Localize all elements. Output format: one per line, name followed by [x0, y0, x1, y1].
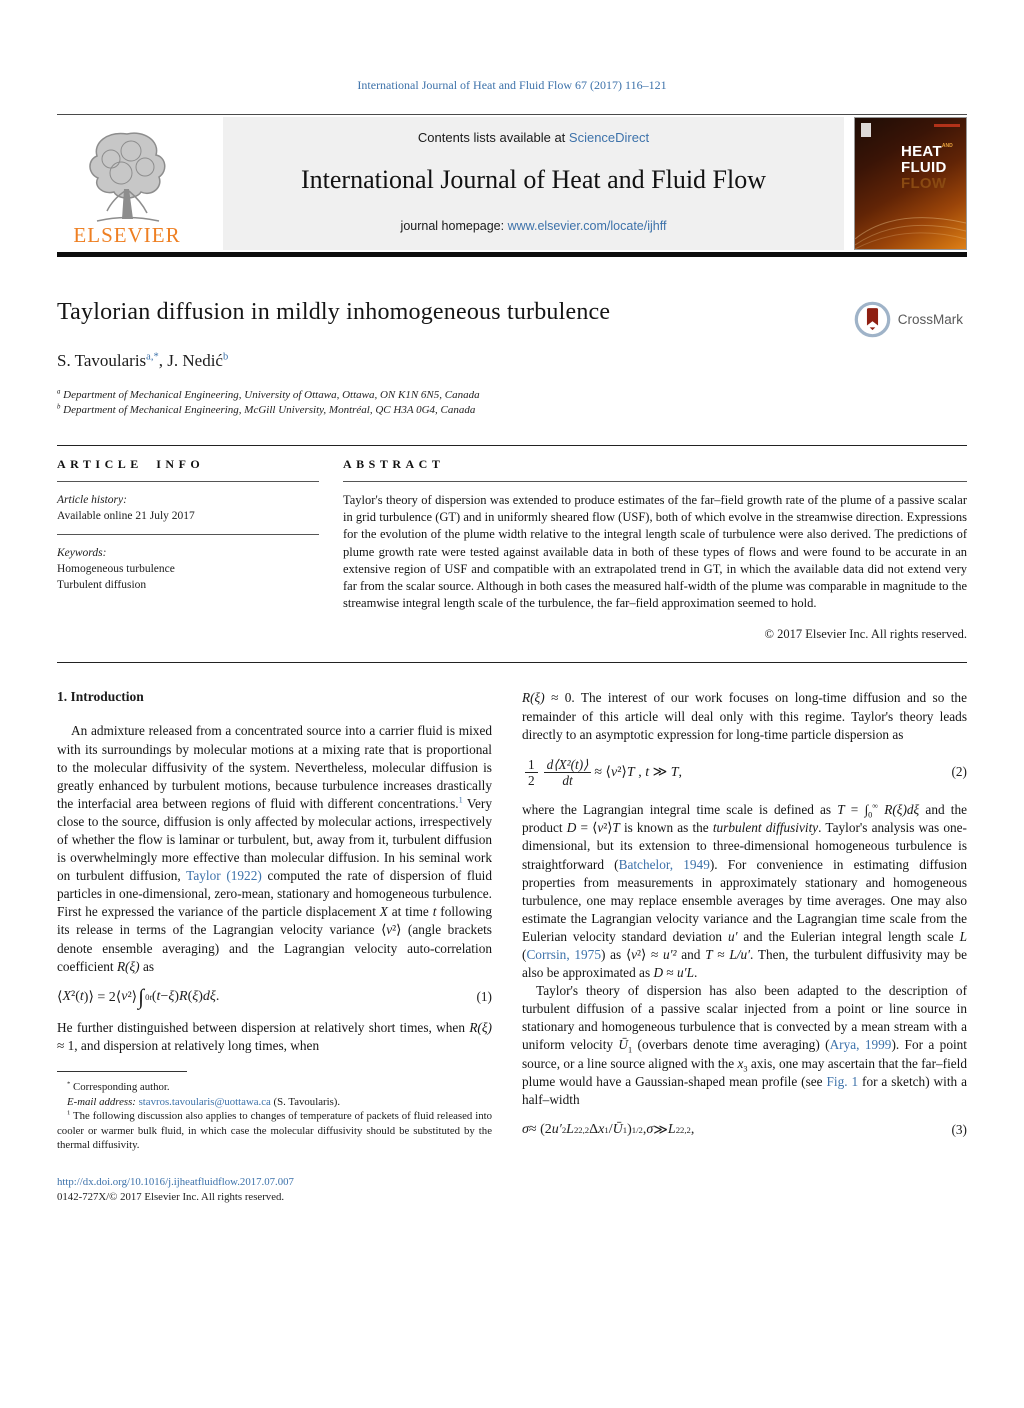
text-segment: ,: [642, 1122, 647, 1138]
doi-block: [57, 1175, 492, 1205]
crossmark-icon: [854, 301, 891, 338]
text-segment: where the Lagrangian integral time scale is defined as: [522, 802, 838, 818]
equation-2-body: [522, 757, 682, 789]
text-segment: v: [597, 820, 604, 836]
text-segment: 3: [743, 1064, 748, 1074]
equation-3-number: (3): [951, 1122, 967, 1138]
text-segment: ≈ (2: [528, 1122, 552, 1138]
elsevier-logo: [57, 117, 197, 250]
equation-1-number: (1): [476, 989, 492, 1005]
text-segment: Department of Mechanical Engineering, University of Ottawa, Ottawa, ON K1N 6N5, Canada: [60, 389, 480, 401]
text-segment: u′: [727, 928, 738, 944]
text-segment: (: [522, 947, 527, 963]
running-head: International Journal of Heat and Fluid Flow 67 (2017) 116–121: [357, 78, 667, 92]
text-segment: ): [174, 989, 180, 1005]
text-segment: Δ: [589, 1122, 599, 1138]
cover-line-and: AND: [941, 143, 953, 149]
cover-line-flow: FLOW: [901, 174, 947, 192]
journal-title: International Journal of Heat and Fluid Flow: [300, 165, 767, 194]
header-black-bar: [57, 252, 967, 257]
text-segment: , J. Nedić: [158, 351, 223, 370]
abstract-heading: ABSTRACT: [343, 457, 967, 482]
info-divider: [57, 534, 319, 535]
top-rule: [57, 114, 967, 115]
footnote-corresponding-author: [57, 1080, 492, 1095]
text-segment: ≫: [653, 1122, 668, 1138]
journal-header-band: [57, 117, 967, 250]
elsevier-wordmark: ELSEVIER: [73, 223, 181, 247]
text-segment: ): [627, 1122, 632, 1138]
affiliation-b: [57, 403, 967, 418]
footnote-divider: [57, 1071, 187, 1072]
text-segment: ). For a point source, or a line source aligned with the: [522, 1037, 968, 1071]
contents-line: [223, 130, 844, 145]
text-segment: ²⟩: [617, 764, 627, 780]
text-segment: T: [837, 802, 845, 818]
text-segment: ≈ 1, and dispersion at relatively long times, when: [57, 1037, 320, 1053]
text-segment: Ū: [612, 1122, 623, 1138]
text-segment: An admixture released from a concentrated source into a carrier fluid is mixed with its surroundings by molecular motions at a mixing rate that is proportional to the molecular diffusivity of the system. Nevertheless, molecular diffusion is greatly enhanced by turbulent motions, because turbulence increases drastically the interfacial area between regions of fluid with different concentrations.: [57, 723, 492, 811]
text-segment: is known as the: [619, 820, 713, 836]
cover-mini-redbar: [934, 124, 960, 127]
text-segment: E-mail address:: [67, 1095, 136, 1108]
keywords-label: Keywords:: [57, 547, 107, 559]
text-segment: (: [151, 989, 157, 1005]
fraction-one-half: [525, 757, 538, 789]
text-segment: ≈: [712, 947, 730, 963]
text-segment: and: [676, 947, 706, 963]
text-segment: b: [57, 403, 61, 411]
text-link[interactable]: b: [222, 351, 229, 363]
equation-3: [522, 1122, 967, 1139]
keyword-item: Turbulent diffusion: [57, 579, 147, 591]
fraction-derivative: [544, 757, 592, 789]
text-segment: T: [670, 764, 679, 780]
text-segment: . Then, the turbulent diffusivity may be also be approximated as: [522, 947, 967, 981]
text-segment: X: [62, 989, 72, 1005]
text-segment: 1: [628, 1046, 633, 1056]
fraction-numerator: 1: [525, 757, 538, 773]
fraction-numerator: d⟨X²(t)⟩: [544, 757, 592, 773]
fraction-denominator: dt: [562, 772, 573, 788]
crossmark-badge[interactable]: [854, 301, 963, 338]
paragraph: [522, 801, 967, 982]
paragraph: [522, 982, 967, 1109]
footnote-1: [57, 1109, 492, 1153]
equation-2-number: (2): [951, 764, 967, 780]
text-segment: ). For convenience in estimating diffusion properties from measurements in approximately stationary and homogeneous turbulence, one may replace ensemble averages by time averages. One may also estimate the Lagrangian velocity variance and the Lagrangian time scale from the Eulerian velocity standard deviation: [522, 856, 967, 944]
text-segment: Ū: [618, 1037, 629, 1053]
article-info-heading: ARTICLE INFO: [57, 457, 319, 482]
text-segment: L/u′: [729, 947, 751, 963]
text-segment: ): [198, 989, 203, 1005]
text-segment: ξ: [168, 989, 175, 1005]
keyword-item: Homogeneous turbulence: [57, 563, 175, 575]
homepage-link[interactable]: www.elsevier.com/locate/ijhff: [507, 219, 667, 233]
text-segment: t: [645, 764, 650, 780]
text-segment: v: [611, 764, 618, 780]
text-segment: x: [598, 1122, 605, 1138]
text-segment: X: [379, 904, 388, 920]
text-segment: Taylor's theory of dispersion has also been adapted to the description of turbulent diffusion of a passive scalar injected from a point or line source in stationary and homogeneous turbulence that is convected by a mean stream with a uniform velocity: [522, 983, 967, 1053]
text-segment: R(ξ): [116, 958, 140, 974]
text-segment: ξ: [192, 989, 199, 1005]
body-left-column: [57, 689, 492, 1204]
text-segment: The following discussion also applies to changes of temperature of packets of fluid released into cooler or warmer bulk fluid, in which case the molecular diffusivity should be substituted by the thermal diffusivity.: [57, 1110, 492, 1152]
article-history-value: Available online 21 July 2017: [57, 510, 195, 522]
text-segment: turbulent diffusivity: [712, 820, 819, 836]
text-link[interactable]: Arya, 1999: [829, 1037, 892, 1053]
text-segment: a: [57, 388, 61, 396]
text-segment: u′²: [662, 947, 677, 963]
article-info-abstract-block: [57, 445, 967, 663]
text-segment: as: [139, 958, 155, 974]
text-link[interactable]: Taylor (1922): [186, 868, 262, 884]
text-segment: v: [386, 922, 393, 938]
text-segment: Very close to the source, diffusion is only affected by molecular actions, irrespectively of whether the flow is laminar or turbulent, but, away from it, turbulent diffusion is overwhelmingly more effective than molecular diffusion. In his seminal work on turbulent diffusion,: [57, 795, 492, 884]
equation-2: [522, 757, 967, 789]
text-segment: R(ξ): [522, 690, 545, 706]
issn-copyright-line: 0142-727X/© 2017 Elsevier Inc. All rights reserved.: [57, 1190, 285, 1203]
text-segment: ²⟩: [603, 820, 613, 836]
text-segment: S. Tavoularis: [57, 351, 147, 370]
text-segment: and the product: [522, 802, 968, 836]
text-segment: T: [626, 764, 635, 780]
sciencedirect-link[interactable]: ScienceDirect: [568, 130, 650, 145]
affiliations: [57, 388, 967, 418]
paragraph: [57, 722, 492, 975]
text-segment: (overbars denote time averaging) (: [632, 1037, 830, 1053]
text-segment: ≫: [649, 764, 671, 780]
text-segment: v: [631, 947, 638, 963]
text-link[interactable]: a,*: [146, 351, 159, 363]
crossmark-label: CrossMark: [897, 312, 963, 327]
paragraph: [57, 1019, 492, 1055]
equation-1: [57, 985, 492, 1010]
text-segment: T: [705, 947, 713, 963]
text-segment: ) as ⟨: [600, 947, 632, 963]
elsevier-tree-icon: [83, 129, 171, 227]
article-info-column: [57, 457, 319, 642]
homepage-prefix: journal homepage:: [400, 219, 508, 233]
text-segment: L: [667, 1122, 676, 1138]
equation-2-rest: [594, 764, 682, 781]
text-segment: L: [959, 928, 967, 944]
text-segment: ²⟩ (angle brackets denote ensemble averaging) and the Lagrangian velocity auto-correlation coefficient: [57, 922, 492, 974]
text-segment: and the Eulerian integral length scale: [737, 928, 960, 944]
doi-link[interactable]: http://dx.doi.org/10.1016/j.ijheatfluidflow.2017.07.007: [57, 1175, 294, 1188]
text-segment: t: [156, 989, 161, 1005]
text-segment: He further distinguished between dispersion at relatively short times, when: [57, 1019, 470, 1035]
homepage-line: [223, 219, 844, 233]
text-segment: . Taylor's analysis was one-dimensional, but its extension to three-dimensional homogeneous turbulence is straightforward (: [522, 820, 967, 872]
text-link[interactable]: Batchelor, 1949: [618, 856, 710, 872]
text-segment: R: [179, 989, 188, 1005]
text-segment: dξ: [202, 989, 216, 1005]
text-segment: σ: [646, 1122, 654, 1138]
text-segment: ,: [634, 764, 646, 780]
text-segment: 0: [868, 810, 873, 820]
text-segment: −: [160, 989, 169, 1005]
author-line: [57, 351, 967, 371]
text-segment: at time: [387, 904, 433, 920]
text-segment: v: [121, 989, 128, 1005]
text-segment: (S. Tavoularis).: [270, 1095, 341, 1108]
text-segment: axis, one may ascertain that the far–field plume would have a Gaussian-shaped mean profile (see: [522, 1055, 968, 1089]
text-segment: .: [215, 989, 220, 1005]
text-segment: /: [608, 1122, 613, 1138]
equation-1-body: ⟨ X ²( t )⟩ = 2⟨ v ²⟩ ∫ 0 t ( t − ξ ) R ( ξ ) dξ .: [57, 985, 220, 1010]
abstract-copyright: © 2017 Elsevier Inc. All rights reserved.: [764, 627, 967, 642]
text-segment: R(ξ): [469, 1019, 492, 1035]
text-segment: ,: [678, 764, 683, 780]
text-segment: *: [67, 1080, 71, 1088]
paragraph: [522, 689, 967, 743]
text-segment: = ∫: [844, 802, 869, 818]
text-link[interactable]: Corrsin, 1975: [526, 947, 601, 963]
cover-line-heat: HEAT: [901, 143, 942, 160]
abstract-text: Taylor's theory of dispersion was extended to produce estimates of the far–field growth rate of the plume of a passive scalar in grid turbulence (GT) and in uniformly sheared flow (USF), both of which evolve in the streamwise direction. Expressions for the evolution of the plume width relative to the integral length scale of turbulence were also derived. The predictions of plume growth rate were tested against available data in both of these types of flows and were found to be accurate in an extensive region of USF and compatible with an extrapolated trend in GT, in which the available data did not extend very far from the scalar source. Although in both cases the measured half-width of the plume was comparable in magnitude to the streamwise integral length scale of the turbulence, the far–field approximation seemed to hold.: [343, 493, 967, 611]
text-segment: (: [187, 989, 193, 1005]
text-segment: ⟨: [57, 989, 63, 1005]
contents-prefix: Contents lists available at: [417, 130, 569, 145]
footnote-email: [57, 1095, 492, 1110]
text-segment: )⟩ = 2⟨: [83, 989, 122, 1005]
fraction-denominator: 2: [528, 772, 535, 788]
text-segment: T: [612, 820, 620, 836]
text-segment: Department of Mechanical Engineering, McGill University, Montréal, QC H3A 0G4, Canada: [60, 404, 476, 416]
abstract-column: [343, 457, 967, 642]
text-segment: u′: [551, 1122, 562, 1138]
equation-3-body: σ ≈ (2 u′ 2 L 22,2 Δ x 1 / Ū 1 ) 1/2 , σ ≫ L 22,2 ,: [522, 1122, 695, 1138]
text-segment: ²(: [71, 989, 80, 1005]
text-segment: σ: [522, 1122, 529, 1138]
text-segment: ∞: [872, 801, 879, 811]
text-segment: D: [566, 820, 577, 836]
text-segment: ≈ ⟨: [594, 764, 611, 780]
text-segment: ≈: [663, 965, 678, 981]
text-segment: .: [693, 965, 698, 981]
text-segment: D: [653, 965, 664, 981]
text-segment: ²⟩: [127, 989, 138, 1005]
cover-line-fluid: FLUID: [901, 159, 947, 177]
section-heading-introduction: 1. Introduction: [57, 689, 144, 705]
text-segment: ,: [690, 1122, 695, 1138]
text-segment: = ⟨: [576, 820, 598, 836]
article-title: Taylorian diffusion in mildly inhomogeneous turbulence: [57, 299, 611, 325]
text-segment: for a sketch) with a half–width: [522, 1073, 967, 1107]
body-right-column: [522, 689, 967, 1204]
cover-mini-logo: [861, 123, 871, 137]
text-segment: ≈ 0. The interest of our work focuses on long-time diffusion and so the remainder of this article will deal only with this regime. Taylor's theory leads directly to an asymptotic expression for long-time particle dispersion as: [522, 690, 967, 742]
text-segment: ²⟩ ≈: [637, 947, 663, 963]
affiliation-a: [57, 388, 967, 403]
text-link[interactable]: Fig. 1: [826, 1073, 859, 1089]
text-segment: 1: [67, 1109, 71, 1117]
text-link[interactable]: stavros.tavoularis@uottawa.ca: [138, 1095, 271, 1108]
cover-title: [901, 144, 953, 191]
text-segment: t: [432, 904, 437, 920]
text-segment: u′L: [677, 965, 694, 981]
text-segment: L: [566, 1122, 574, 1138]
article-history-label: Article history:: [57, 494, 127, 506]
header-center-band: [223, 117, 844, 250]
text-segment: R(ξ)dξ: [878, 802, 920, 818]
journal-cover-thumbnail: [854, 117, 967, 250]
text-segment: Corresponding author.: [70, 1080, 170, 1093]
cover-wave-graphic: [855, 189, 966, 249]
text-segment: following its release in terms of the Lagrangian velocity variance ⟨: [57, 904, 492, 938]
text-segment: computed the rate of dispersion of fluid particles in one-dimensional, zero-mean, stationary and homogeneous turbulence. First he expressed the variance of the particle displacement: [57, 868, 492, 920]
text-segment: x: [737, 1055, 744, 1071]
text-link[interactable]: 1: [458, 795, 463, 805]
text-segment: t: [79, 989, 84, 1005]
